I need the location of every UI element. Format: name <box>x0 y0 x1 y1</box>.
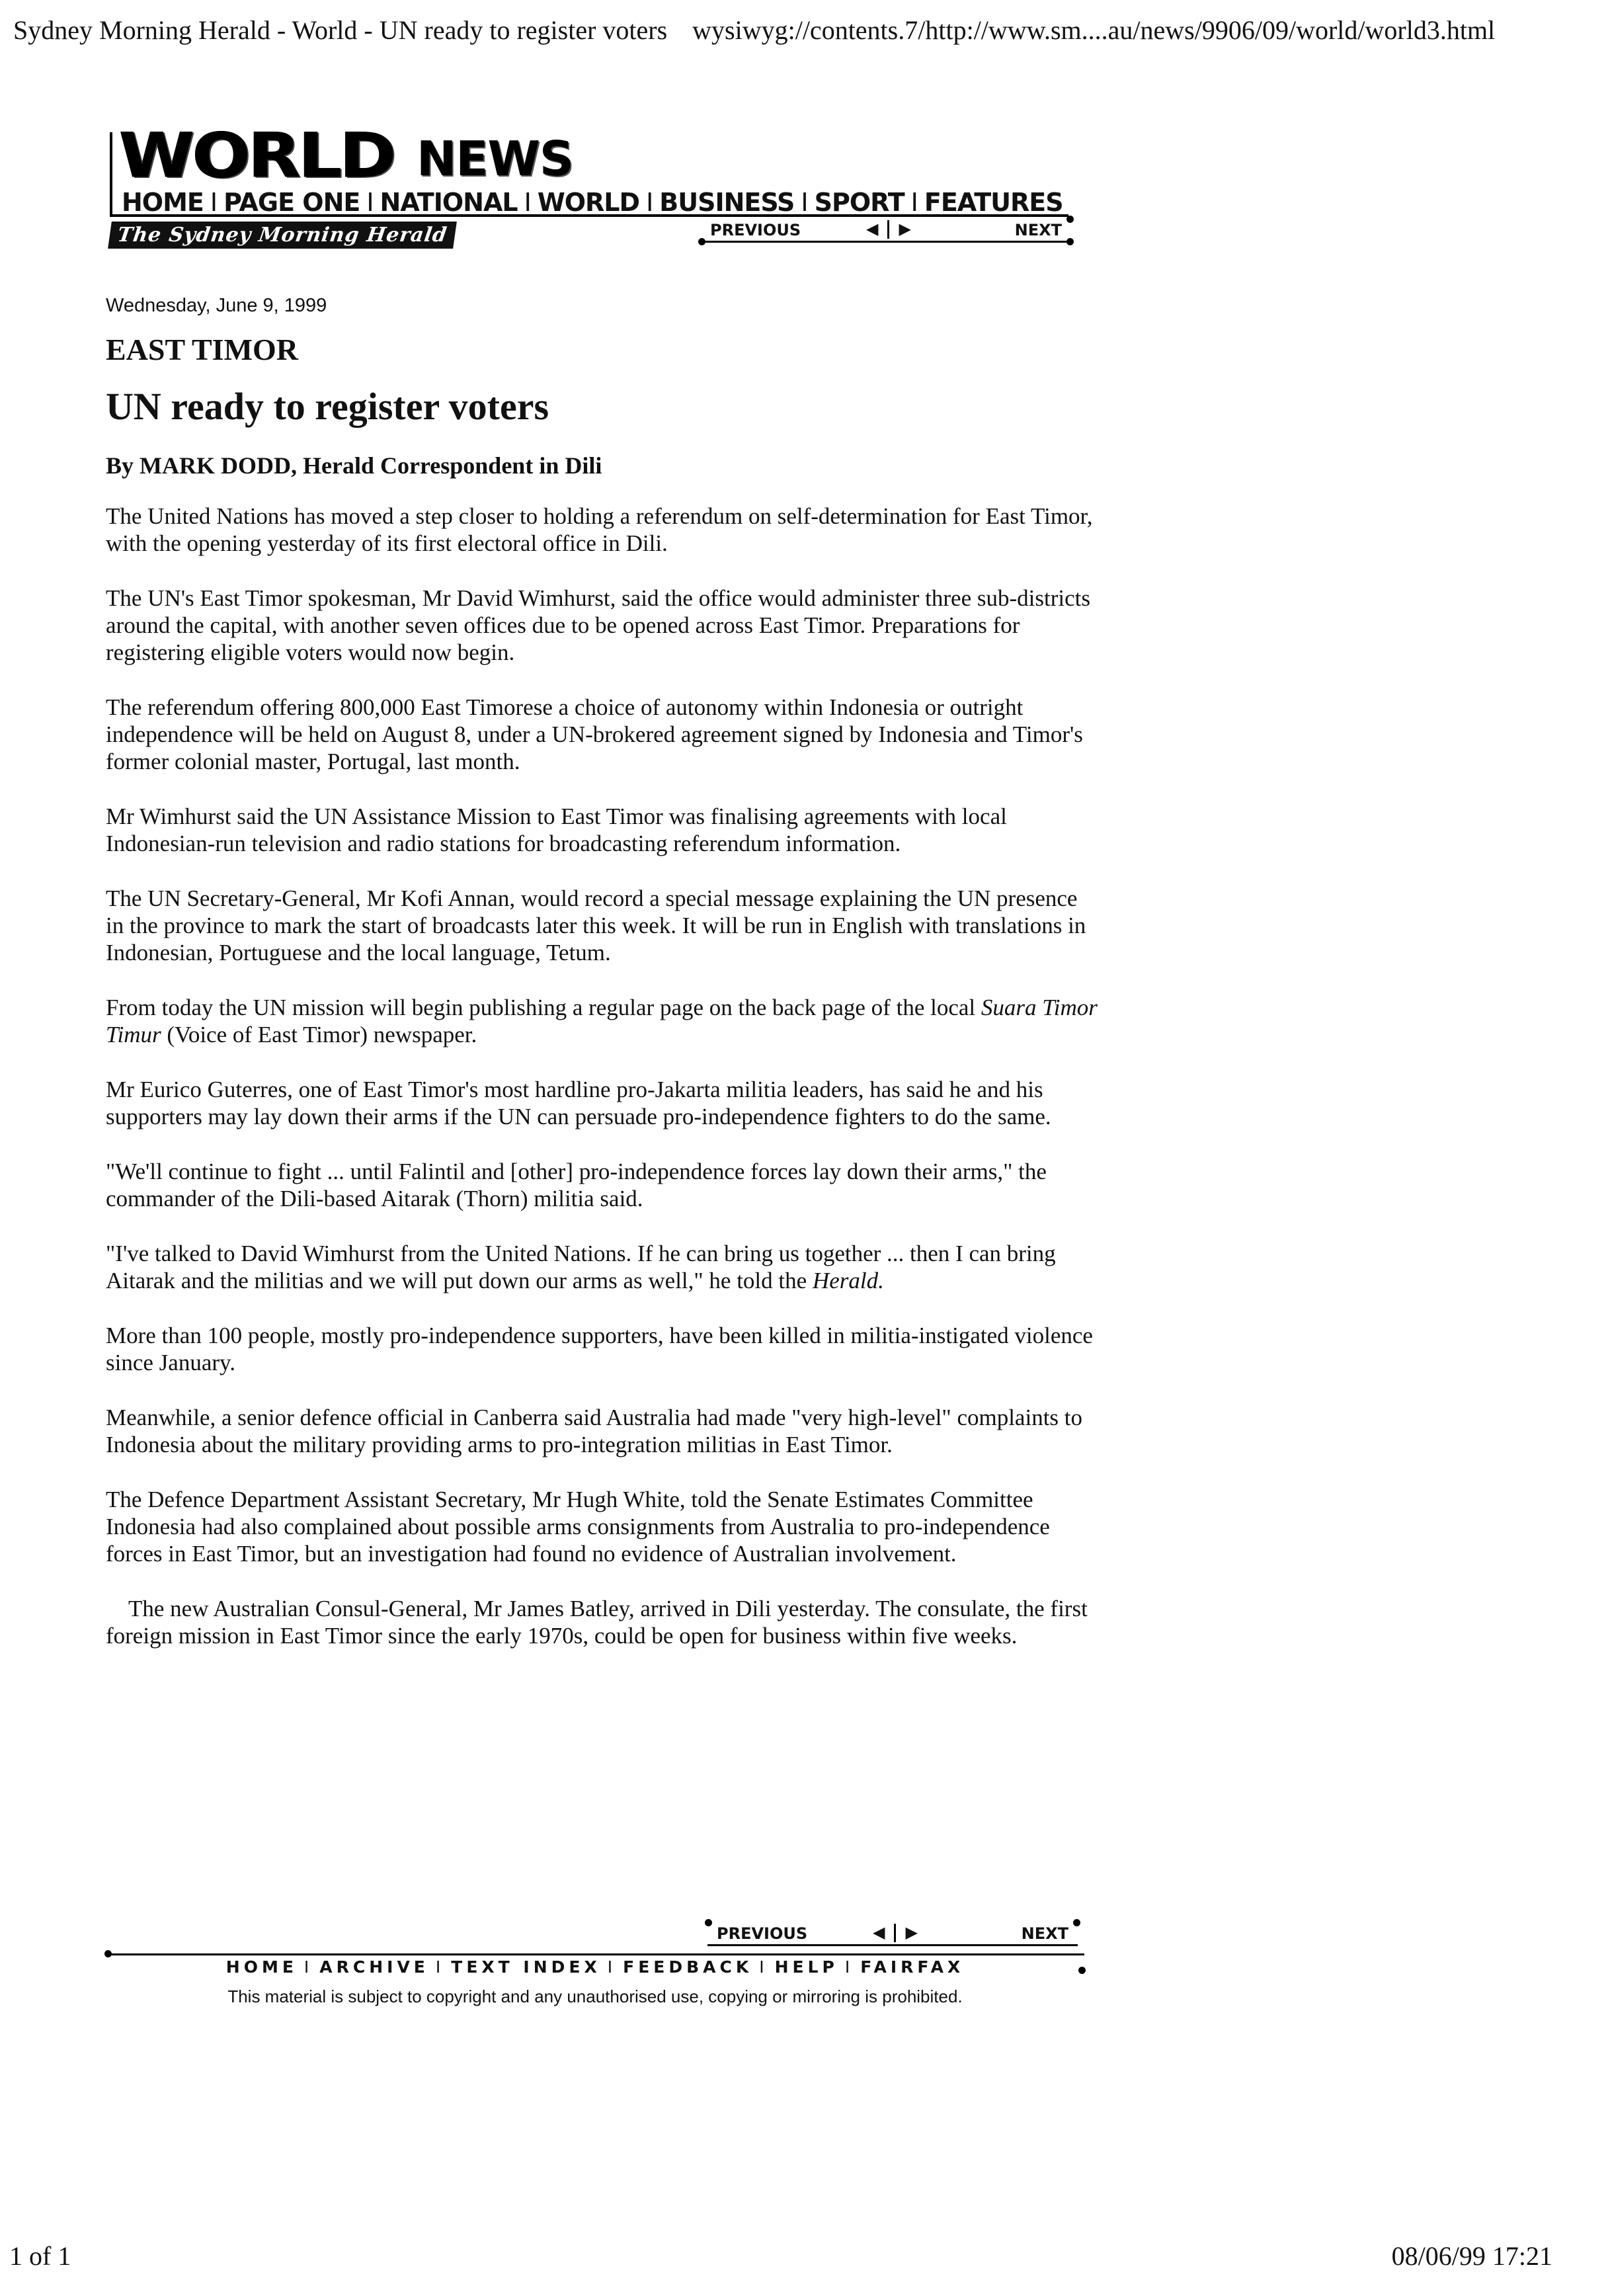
section-title: EAST TIMOR <box>106 333 299 366</box>
footer-nav-feedback[interactable]: FEEDBACK <box>623 1957 753 1977</box>
print-timestamp: 08/06/99 17:21 <box>1391 2241 1552 2271</box>
bar-line <box>701 241 1071 243</box>
print-url: wysiwyg://contents.7/http://www.sm....au/news/9906/09/world/world3.html <box>692 15 1496 45</box>
arrow-group <box>873 1923 918 1942</box>
masthead <box>106 119 1071 265</box>
paragraph <box>106 1240 1098 1294</box>
bottom-nav-row <box>126 1957 1065 1977</box>
paragraph: "We'll continue to fight ... until Falintil and [other] pro-independence forces lay down their arms," the commander of the Dili-based Aitarak (Thorn) militia said. <box>106 1159 1047 1211</box>
nav-separator: I <box>759 1957 768 1977</box>
left-arrow-icon[interactable]: ◀ <box>866 220 879 238</box>
bar-dot <box>1073 1919 1080 1926</box>
page-count: 1 of 1 <box>9 2241 71 2271</box>
print-title: Sydney Morning Herald - World - UN ready to register voters <box>13 15 668 45</box>
paragraph-text: "I've talked to David Wimhurst from the United Nations. If he can bring us together ... then I can bring Aitarak and the militias and we will put down our arms as well," he told the <box>106 1241 1056 1293</box>
nav-separator: I <box>524 188 531 217</box>
arrow-group <box>866 220 911 239</box>
nav-separator: I <box>435 1957 445 1977</box>
bottom-nav <box>106 1953 1084 1980</box>
footer-nav-home[interactable]: HOME <box>225 1957 298 1977</box>
paragraph: The referendum offering 800,000 East Timorese a choice of autonomy within Indonesia or outright independence will be held on August 8, under a UN-brokered agreement signed by Indonesia and Timor's former colonial master, Portugal, last month. <box>106 694 1083 774</box>
byline: By MARK DODD, Herald Correspondent in Dili <box>106 452 602 479</box>
news-logo: NEWS <box>417 131 573 186</box>
nav-sport[interactable]: SPORT <box>814 188 904 217</box>
nav-separator: I <box>910 188 918 217</box>
paragraph: The new Australian Consul-General, Mr James Batley, arrived in Dili yesterday. The consulate, the first foreign mission in East Timor since the early 1970s, could be open for business within five weeks. <box>106 1596 1088 1649</box>
nav-world[interactable]: WORLD <box>537 188 640 217</box>
bar-dot <box>698 238 705 245</box>
footer-nav-fairfax[interactable]: FAIRFAX <box>860 1957 965 1977</box>
right-arrow-icon[interactable]: ▶ <box>899 220 911 238</box>
next-link[interactable]: NEXT <box>1021 1924 1068 1943</box>
article <box>106 294 1098 1677</box>
bar-line <box>707 1944 1078 1946</box>
nav-business[interactable]: BUSINESS <box>659 188 795 217</box>
bar-dot <box>705 1919 712 1926</box>
right-arrow-icon[interactable]: ▶ <box>905 1923 918 1942</box>
nav-separator: I <box>366 188 374 217</box>
nav-separator: I <box>646 188 653 217</box>
paragraph: Mr Wimhurst said the UN Assistance Mission to East Timor was finalising agreements with local Indonesian-run television and radio stations for broadcasting referendum information. <box>106 803 1007 856</box>
paragraph-text: From today the UN mission will begin publishing a regular page on the back page of the local <box>106 995 981 1020</box>
article-date: Wednesday, June 9, 1999 <box>106 295 327 316</box>
footer-nav-text-index[interactable]: TEXT INDEX <box>451 1957 601 1977</box>
herald-logo[interactable]: The Sydney Morning Herald <box>108 222 457 249</box>
paragraph-text: (Voice of East Timor) newspaper. <box>161 1022 477 1047</box>
paragraph: The Defence Department Assistant Secretary, Mr Hugh White, told the Senate Estimates Committee Indonesia had also complained about possible arms consignments from Australia to pro-independence forces in East Timor, but an investigation had found no evidence of Australian involvement. <box>106 1487 1050 1567</box>
previous-link[interactable]: PREVIOUS <box>710 221 801 239</box>
bar-dot <box>104 1950 112 1957</box>
nav-features[interactable]: FEATURES <box>924 188 1063 217</box>
footer <box>106 1920 1084 2013</box>
paragraph: The UN Secretary-General, Mr Kofi Annan, would record a special message explaining the UN presence in the province to mark the start of broadcasts later this week. It will be run in English with translations in Indonesian, Portuguese and the local language, Tetum. <box>106 885 1086 965</box>
nav-separator: I <box>607 1957 617 1977</box>
herald-italic: Herald. <box>812 1268 884 1293</box>
bar-dot <box>1066 216 1074 223</box>
nav-home[interactable]: HOME <box>122 188 204 217</box>
paragraph: More than 100 people, mostly pro-independence supporters, have been killed in militia-instigated violence since January. <box>106 1323 1093 1375</box>
paragraph: The UN's East Timor spokesman, Mr David Wimhurst, said the office would administer three sub-districts around the capital, with another seven offices due to be opened across East Timor. Preparations for registering eligible voters would now begin. <box>106 585 1090 665</box>
footer-nav-help[interactable]: HELP <box>774 1957 838 1977</box>
paragraph: Mr Eurico Guterres, one of East Timor's most hardline pro-Jakarta militia leaders, has said he and his supporters may lay down their arms if the UN can persuade pro-independence fighters to do the same. <box>106 1077 1051 1129</box>
nav-page-one[interactable]: PAGE ONE <box>223 188 360 217</box>
paragraph <box>106 994 1098 1048</box>
nav-separator: I <box>844 1957 854 1977</box>
paragraph: Meanwhile, a senior defence official in Canberra said Australia had made "very high-level" complaints to Indonesia about the military providing arms to pro-integration militias in East Timor. <box>106 1405 1083 1457</box>
paragraph: The United Nations has moved a step closer to holding a referendum on self-determination for East Timor, with the opening yesterday of its first electoral office in Dili. <box>106 503 1093 556</box>
previous-link[interactable]: PREVIOUS <box>717 1924 808 1943</box>
prev-next-bar-top <box>701 217 1071 243</box>
headline: UN ready to register voters <box>106 385 549 428</box>
arrow-divider <box>894 1924 896 1942</box>
top-nav <box>122 188 1067 217</box>
left-arrow-icon[interactable]: ◀ <box>873 1923 885 1942</box>
world-logo: WORLD <box>119 119 394 192</box>
nav-separator: I <box>303 1957 313 1977</box>
bar-dot <box>1078 1967 1086 1974</box>
copyright-notice: This material is subject to copyright and any unauthorised use, copying or mirroring is prohibited. <box>227 1987 963 2006</box>
print-header <box>13 15 1593 46</box>
newspaper-name: Suara Timor Timur <box>106 995 1098 1047</box>
nav-separator: I <box>801 188 808 217</box>
bar-dot <box>1066 238 1074 245</box>
next-link[interactable]: NEXT <box>1014 221 1062 239</box>
footer-nav-archive[interactable]: ARCHIVE <box>319 1957 429 1977</box>
prev-next-bar-bottom <box>707 1920 1078 1947</box>
bar-line <box>106 1953 1084 1955</box>
nav-separator: I <box>210 188 218 217</box>
arrow-divider <box>887 220 889 239</box>
nav-national[interactable]: NATIONAL <box>380 188 518 217</box>
